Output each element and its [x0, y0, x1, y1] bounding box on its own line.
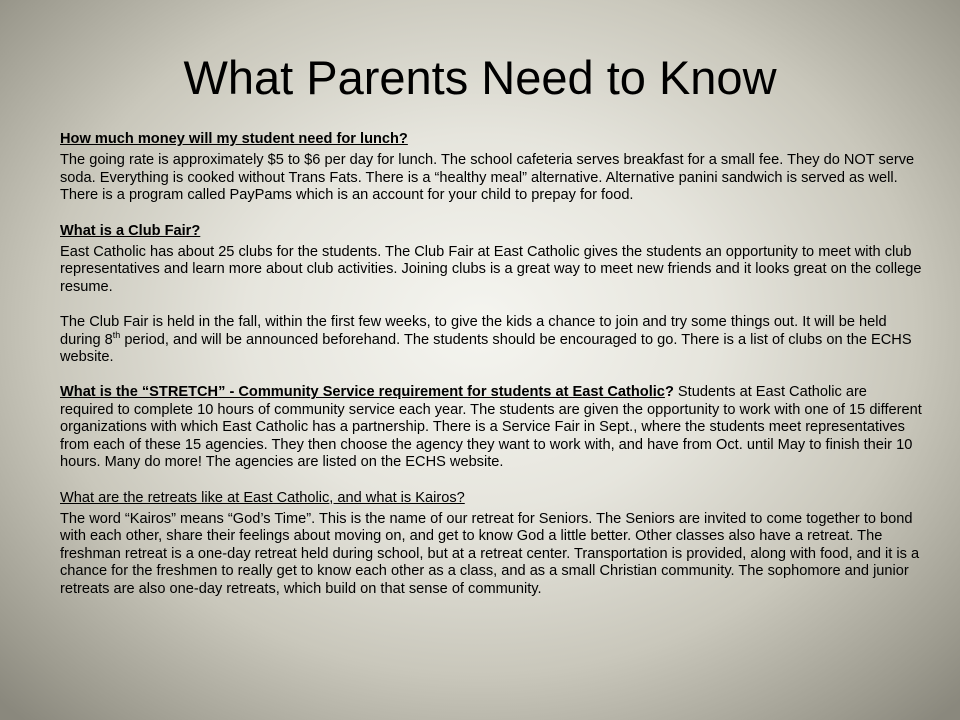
- question-club-fair: What is a Club Fair?: [60, 222, 201, 239]
- question-lunch: How much money will my student need for lunch?: [60, 131, 408, 147]
- answer-lunch: The going rate is approximately $5 to $6 per day for lunch. The school cafeteria serves breakfast for a small fee. They do NOT serve soda. Everything is cooked without Trans Fats. There is a “healthy meal” alternative. Alternative panini sandwich is served as well. There is a program called PayPams which is an account for your child to prepay for food.: [60, 152, 915, 204]
- answer-club-fair-schedule: [60, 314, 922, 366]
- spacer: [60, 205, 922, 223]
- ordinal-suffix: th: [112, 329, 121, 340]
- stretch-paragraph: [60, 384, 922, 471]
- schedule-text-part1: The Club Fair is held in the fall, within the first few weeks, to give the kids a chance to join and try some things out. It will be held during 8: [60, 314, 887, 348]
- answer-retreats: The word “Kairos” means “God’s Time”. This is the name of our retreat for Seniors. The Seniors are invited to come together to bond with each other, share their feelings about moving on, and get to know God a little better. Other classes also have a retreat. The freshman retreat is a one-day retreat held during school, but at a retreat center. Transportation is provided, along with food, and it is a chance for the freshmen to really get to know each other as a class, and as a small Christian community. The sophomore and junior retreats are also one-day retreats, which build on that sense of community.: [60, 510, 920, 597]
- slide-content: [60, 131, 922, 598]
- question-stretch-mark: ?: [664, 384, 674, 401]
- spacer: [60, 296, 922, 314]
- question-retreats: What are the retreats like at East Catholic, and what is Kairos?: [60, 489, 465, 506]
- schedule-text-part2: period, and will be announced beforehand. The students should be encouraged to go. There is a list of clubs on the ECHS website.: [60, 331, 912, 366]
- answer-stretch: Students at East Catholic are required to complete 10 hours of community service each year. The students are given the opportunity to work with one of 15 different organizations with which East Catholic has a partnership. There is a Service Fair in Sept., where the students meet representatives from each of these 15 agencies. They then choose the agency they want to work with, and have from Oct. until May to finish their 10 hours. Many do more! The agencies are listed on the ECHS website.: [60, 384, 922, 471]
- spacer: [60, 366, 922, 384]
- slide-title: What Parents Need to Know: [183, 51, 777, 104]
- spacer: [60, 472, 922, 490]
- question-stretch: What is the “STRETCH” - Community Service requirement for students at East Catholic: [60, 384, 665, 401]
- answer-club-fair: East Catholic has about 25 clubs for the students. The Club Fair at East Catholic gives the students an opportunity to meet with club representatives and learn more about club activities. Joining clubs is a great way to meet new friends and it looks great on the college resume.: [60, 244, 922, 295]
